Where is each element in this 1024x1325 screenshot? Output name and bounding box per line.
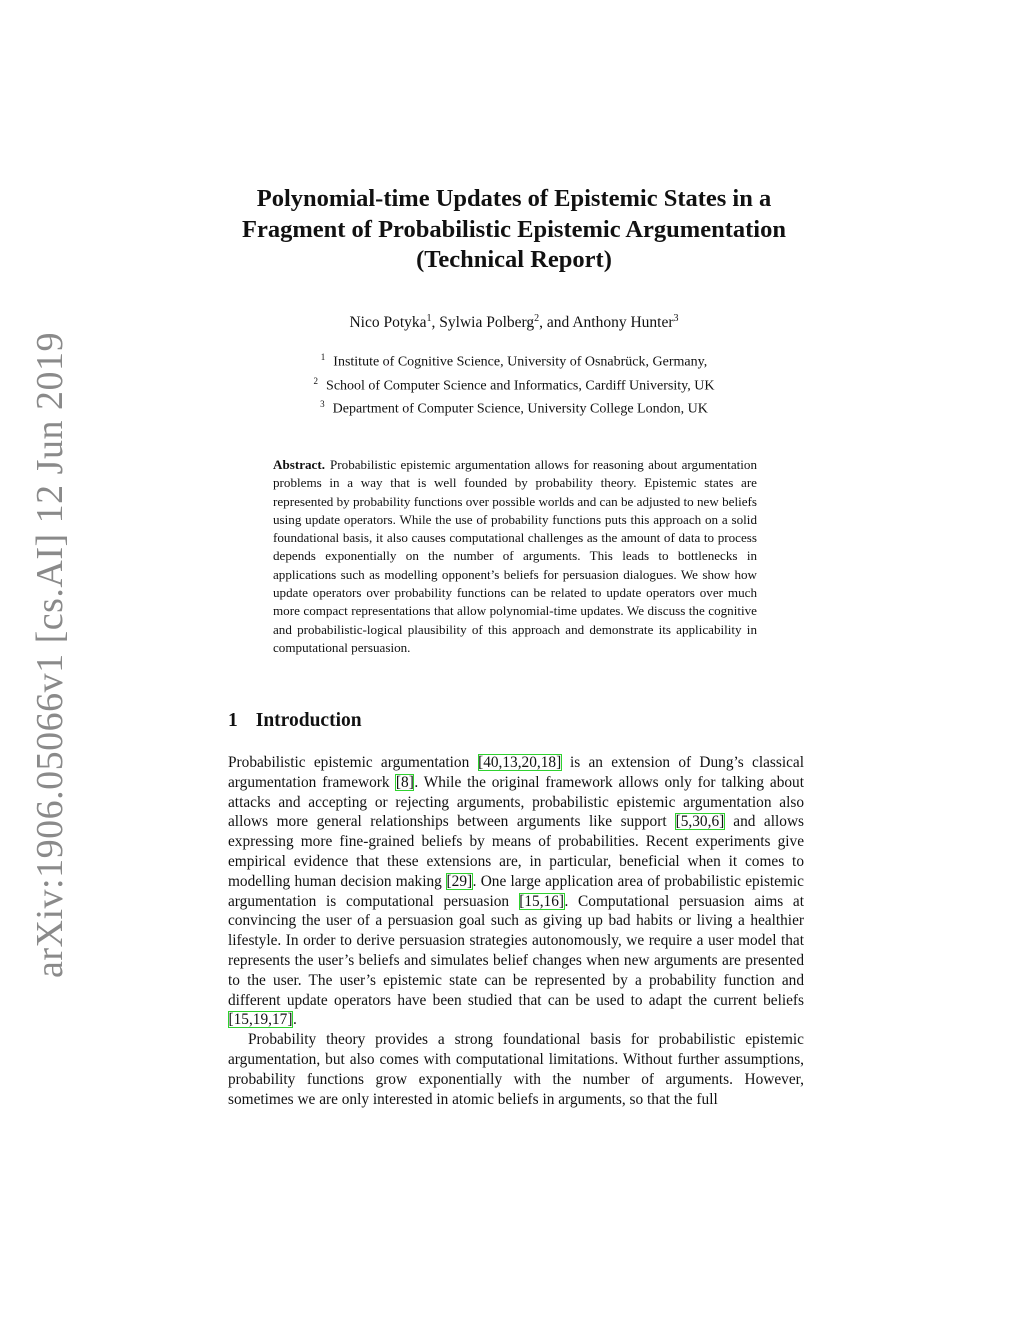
author-name: Nico Potyka [349,314,427,332]
paragraph-text: and allows expressing more fine-grained beliefs by means of probabilities. Recent experiments give empirical evidence that these extensions are, in particular, beneficial when it comes to modelling human decision making [228,813,804,890]
section-heading [228,710,362,732]
paragraph-text: . Computational persuasion aims at convincing the user of a persuasion goal such as giving up bad habits or living a healthier lifestyle. In order to derive persuasion strategies autonomously, we require a user model that represents the user’s beliefs and simulates belief changes when new arguments are presented to the user. The user’s epistemic state can be represented by a probability function and different update operators have been studied that can be used to adapt the current beliefs [228,892,805,1009]
title-line-1: Polynomial-time Updates of Epistemic States in a [256,185,772,212]
affiliation [200,395,828,419]
citation-link[interactable]: [40,13,20,18] [478,754,562,771]
affiliation [200,372,828,396]
section-title: Introduction [255,710,362,731]
arxiv-identifier: arXiv:1906.05066v1 [cs.AI] 12 Jun 2019 [29,332,71,978]
affiliation-mark: 1 [320,352,326,362]
author-list [200,313,828,332]
body-text [228,753,804,1109]
citation-link[interactable]: [15,19,17] [228,1011,293,1029]
abstract-label: Abstract. [273,457,325,472]
title-line-2: Fragment of Probabilistic Epistemic Argumentation [242,215,786,243]
affiliation-text: Department of Computer Science, University College London, UK [332,401,708,417]
affiliation-mark: 3 [320,399,325,410]
paragraph-text: . [292,1011,297,1029]
abstract-text: Probabilistic epistemic argumentation allows for reasoning about argumentation problems in a way that is well founded by probability theory. Epistemic states are represented by probability functions over possible worlds and can be adjusted to new beliefs using update operators. While the use of probability functions puts this approach on a solid foundational basis, it also causes computational challenges as the amount of data to process depends exponentially on the number of arguments. This leads to bottlenecks in applications such as modelling opponent’s beliefs for persuasion dialogues. We show how update operators over probability functions can be related to update operators over much more compact representations that allow polynomial-time updates. We discuss the cognitive and probabilistic-logical plausibility of this approach and demonstrate its applicability in computational persuasion. [273,457,757,655]
citation-link[interactable]: [29] [446,872,473,890]
author-mark: 1 [426,313,432,324]
abstract [273,456,757,657]
affiliation-text: Institute of Cognitive Science, University of Osnabrück, Germany, [333,354,708,370]
title-line-3: (Technical Report) [416,246,612,273]
author-separator: , [431,314,440,332]
affiliation-text: School of Computer Science and Informatics, Cardiff University, UK [326,378,715,394]
citation-link[interactable]: [5,30,6] [675,813,725,831]
paper-title [200,184,828,276]
affiliation-mark: 2 [313,375,319,386]
author-mark: 2 [534,313,540,324]
affiliations [200,348,828,419]
paragraph-text: . One large application area of probabilistic epistemic argumentation is computational persuasion [228,872,804,910]
author-mark: 3 [673,313,679,324]
paragraph-text: Probabilistic epistemic argumentation [228,754,478,771]
author-name: Sylwia Polberg [439,314,535,332]
paragraph-text: Probability theory provides a strong foundational basis for probabilistic epistemic argumentation, but also comes with computational limitations. Without further assumptions, probability functions grow exponentially with the number of arguments. However, sometimes we are only interested in atomic beliefs in arguments, so that the full [228,1031,804,1108]
author-separator: , and [539,314,573,332]
arxiv-sidebar [20,332,80,978]
paragraph [228,753,804,1030]
citation-link[interactable]: [8] [395,773,414,791]
paragraph-text: is an extension of Dung’s classical argumentation framework [228,754,805,791]
section-number: 1 [228,710,238,731]
paragraph [228,1030,804,1109]
affiliation [200,348,828,372]
author-name: Anthony Hunter [572,314,674,332]
paragraph-text: . While the original framework allows only for talking about attacks and accepting or rejecting arguments, probabilistic epistemic argumentation also allows more general relationships between arguments like support [228,773,804,831]
citation-link[interactable]: [15,16] [519,892,565,910]
